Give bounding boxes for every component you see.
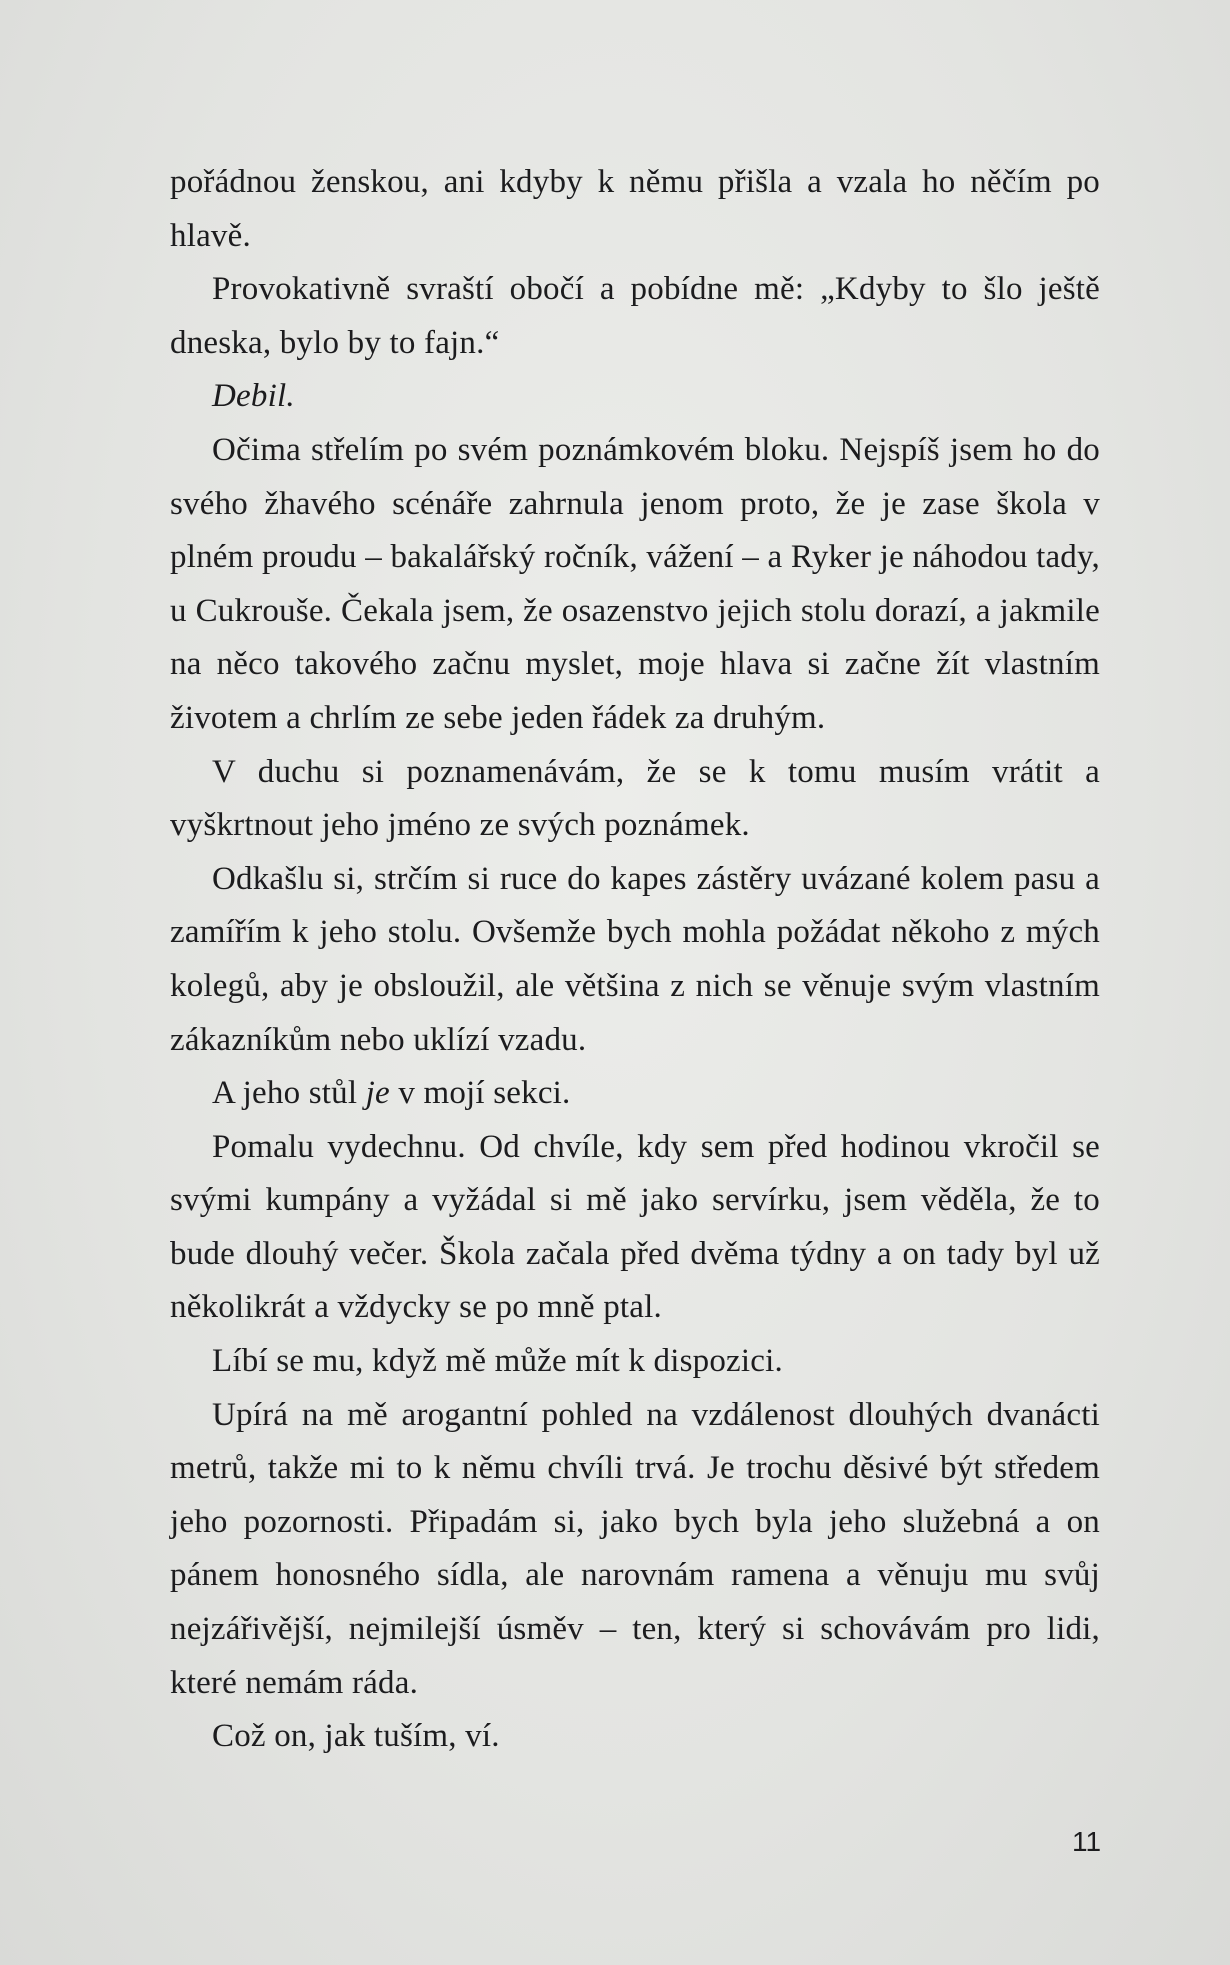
paragraph: Což on, jak tuším, ví. — [212, 1718, 500, 1755]
paragraph — [170, 1067, 1100, 1121]
emphasis: je — [365, 1075, 390, 1112]
page-number: 11 — [1072, 1826, 1102, 1857]
paragraph: V duchu si poznamenávám, že se k tomu musím vrátit a vyškrtnout jeho jméno ze svých poznámek. — [170, 753, 1100, 844]
paragraph-text: v mojí sekci. — [389, 1075, 571, 1112]
paragraph: Líbí se mu, když mě může mít k dispozici. — [212, 1343, 783, 1380]
page-body — [170, 156, 1100, 1764]
paragraph: Upírá na mě arogantní pohled na vzdálenost dlouhých dvanácti metrů, takže mi to k němu chvíli trvá. Je trochu děsivé být středem jeho pozornosti. Připadám si, jako bych byla jeho služebná a on pánem honosného sídla, ale narovnám ramena a věnuju mu svůj nejzářivější, nejmilejší úsměv – ten, který si schovávám pro lidi, které nemám ráda. — [170, 1396, 1100, 1701]
paragraph: pořádnou ženskou, ani kdyby k němu přišla a vzala ho něčím po hlavě. — [170, 164, 1100, 254]
paragraph-text: A jeho stůl — [212, 1075, 366, 1112]
paragraph: Provokativně svraští obočí a pobídne mě: „Kdyby to šlo ještě dneska, bylo by to fajn.“ — [170, 271, 1100, 361]
paragraph: Odkašlu si, strčím si ruce do kapes zástěry uvázané kolem pasu a zamířím k jeho stolu. Ovšemže bych mohla požádat někoho z mých kolegů, aby je obsloužil, ale většina z nich se věnuje svým vlastním zákazníkům nebo uklízí vzadu. — [170, 860, 1100, 1058]
paragraph: Očima střelím po svém poznámkovém bloku. Nejspíš jsem ho do svého žhavého scénáře zahrnula jenom proto, že je zase škola v plném proudu – bakalářský ročník, vážení – a Ryker je náhodou tady, u Cukrouše. Čekala jsem, že osazenstvo jejich stolu dorazí, a jakmile na něco takového začnu myslet, moje hlava si začne žít vlastním životem a chrlím ze sebe jeden řádek za druhým. — [170, 431, 1100, 736]
paragraph-italic: Debil. — [212, 378, 295, 415]
paragraph: Pomalu vydechnu. Od chvíle, kdy sem před hodinou vkročil se svými kumpány a vyžádal si mě jako servírku, jsem věděla, že to bude dlouhý večer. Škola začala před dvěma týdny a on tady byl už několikrát a vždycky se po mně ptal. — [170, 1128, 1100, 1326]
